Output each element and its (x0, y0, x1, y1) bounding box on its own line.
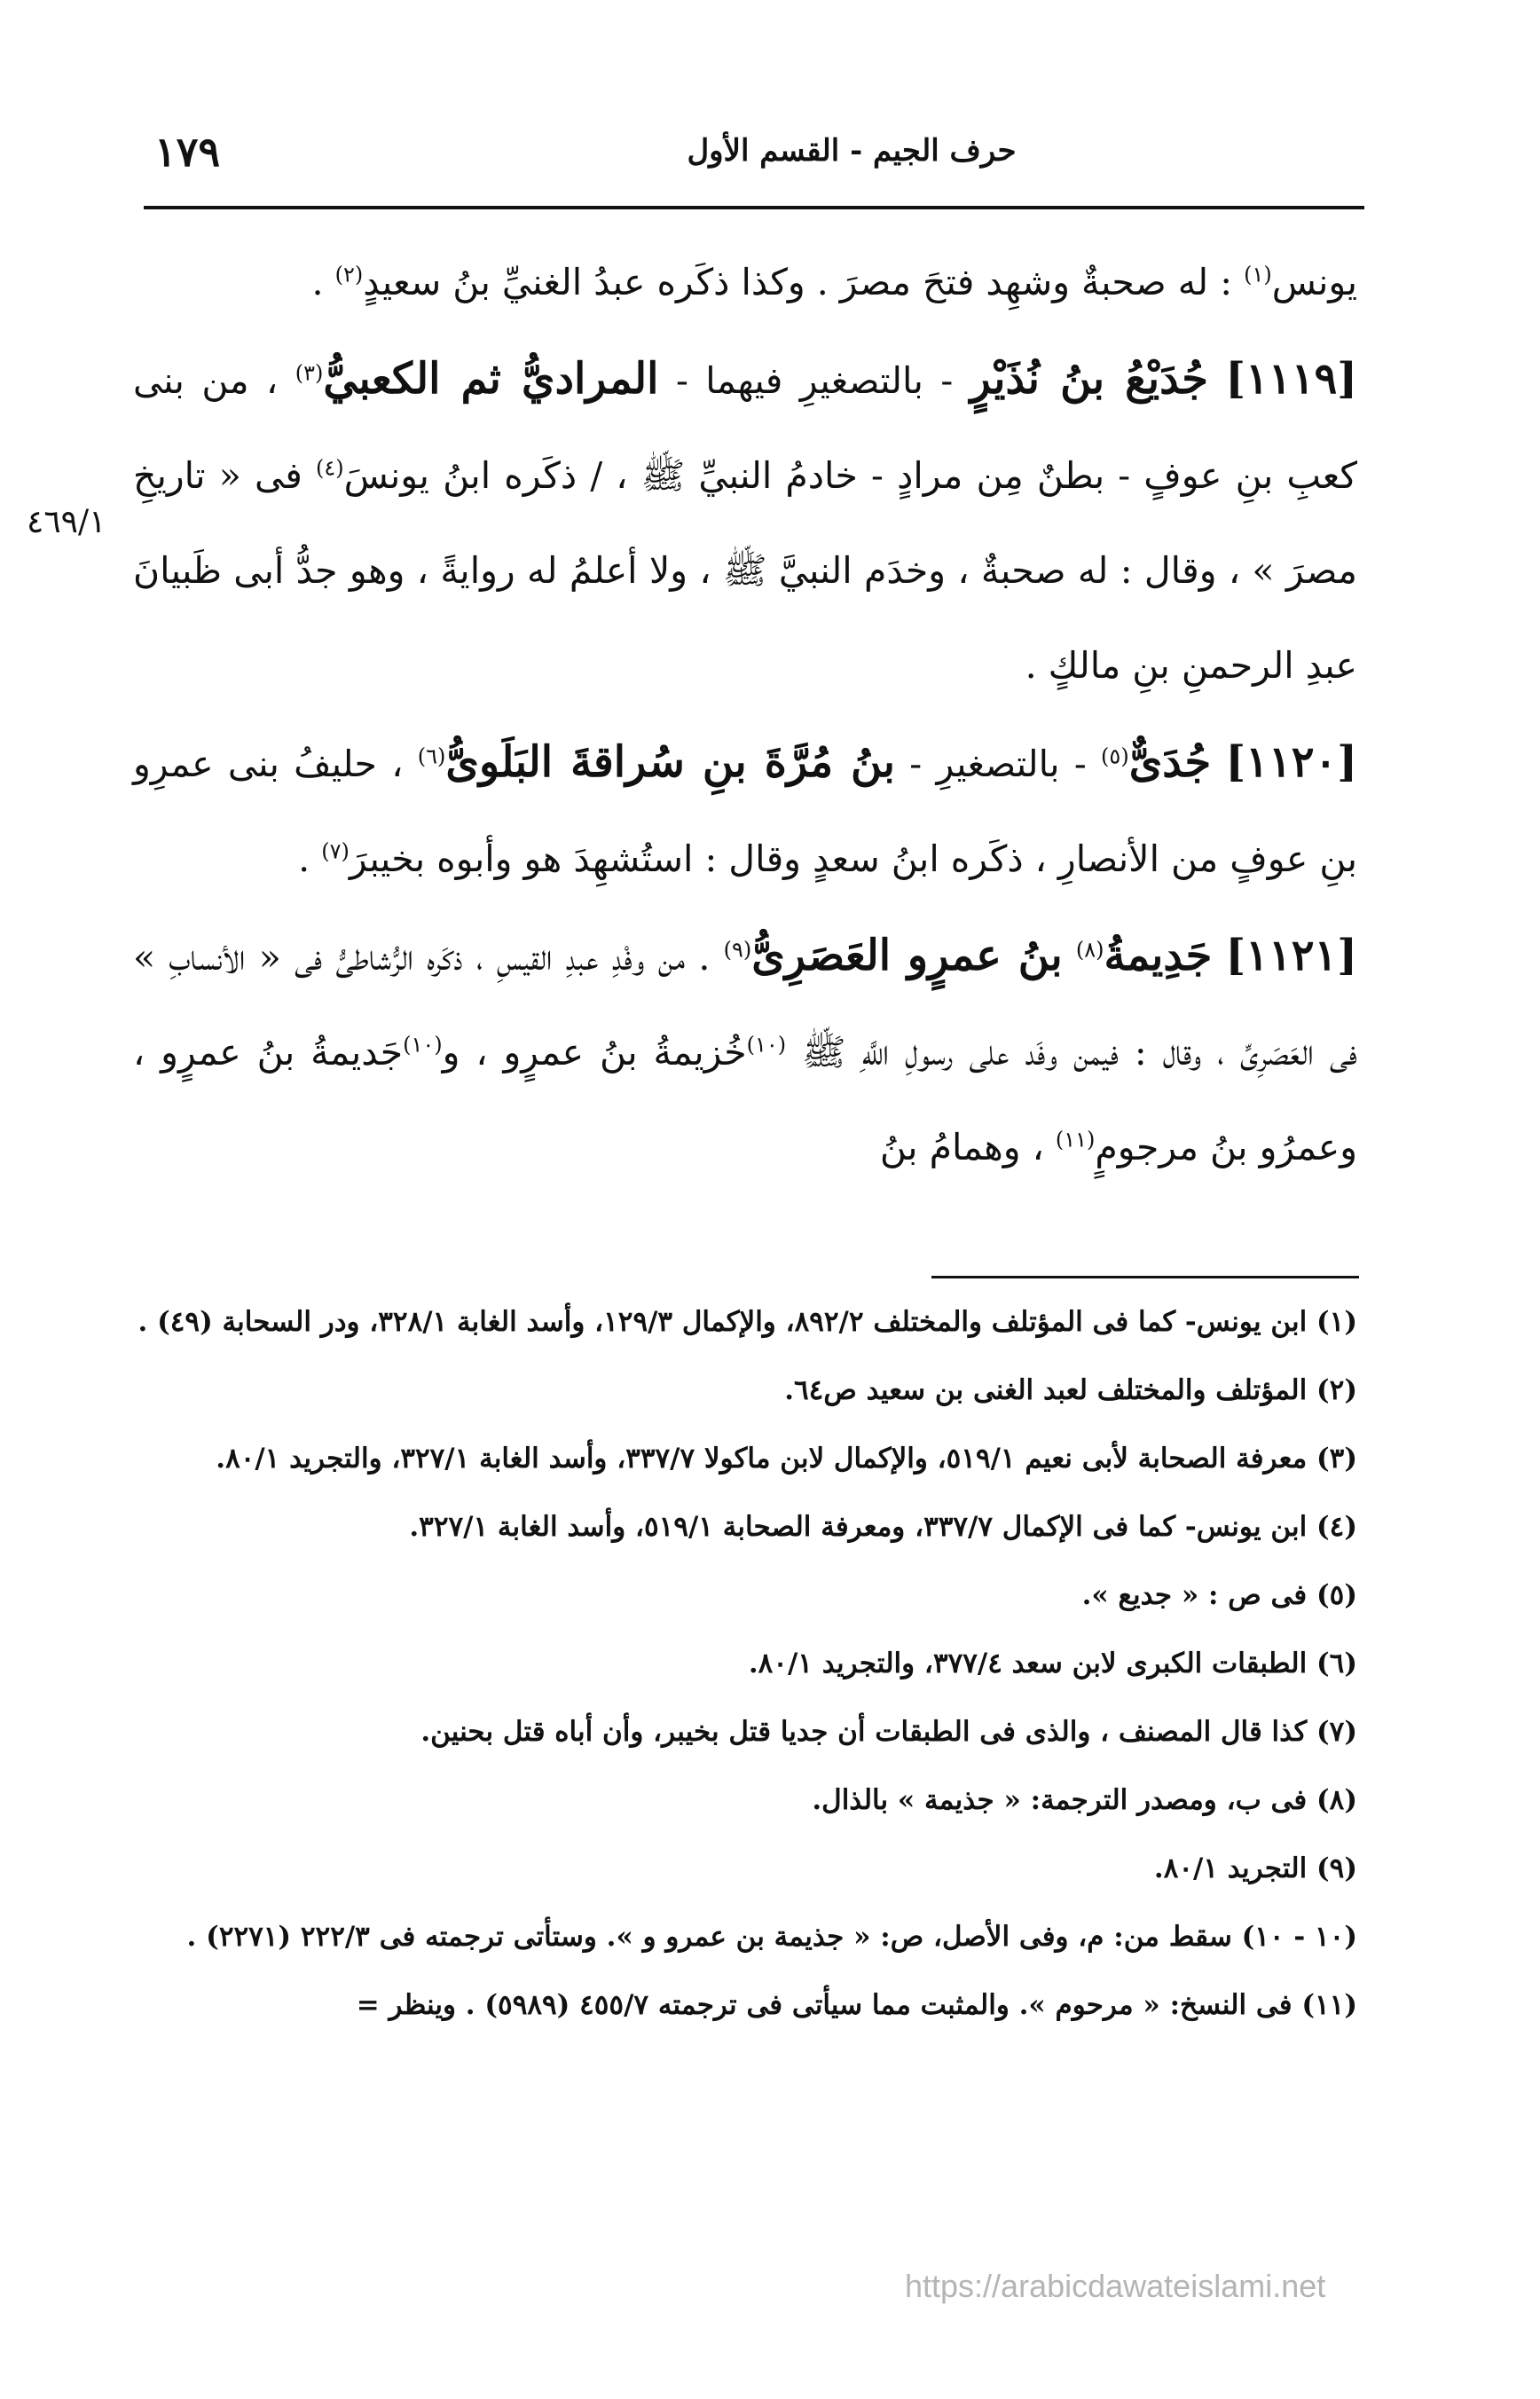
entry-nisba: بنُ مُرَّةَ بنِ سُراقةَ البَلَوىُّ (445, 737, 895, 787)
footnote-rule (931, 1276, 1359, 1278)
page-number: ١٧٩ (154, 128, 221, 176)
footnote-item: (٢) المؤتلف والمختلف لعبد الغنى بن سعيد ص٦٤. (784, 1374, 1357, 1406)
footnote-ref: (١١) (1055, 1127, 1096, 1152)
footnote-ref: (١٠) (746, 1032, 787, 1058)
footnote-item: (٩) التجريد ٨٠/١. (1153, 1852, 1357, 1884)
entry-nisba: بنُ عمرٍو العَصَرِىُّ (751, 931, 1063, 980)
footnote-ref: (١) (1244, 262, 1272, 287)
footnote-ref: (٣) (295, 360, 324, 386)
entry-name: جُدَىٌّ (1128, 737, 1212, 787)
footnote-item: (٦) الطبقات الكبرى لابن سعد ٣٧٧/٤، والتجريد ٨٠/١. (748, 1648, 1357, 1679)
entry-number: [١١٢١] (1225, 931, 1357, 980)
entry-name: جَدِيمةُ (1104, 931, 1213, 980)
footnote-item: (٥) فى ص : « جديع ». (1081, 1579, 1357, 1611)
entry-name: جُدَيْعُ بنُ نُذَيْرٍ (970, 354, 1208, 404)
footnote-item: (١) ابن يونس- كما فى المؤتلف والمختلف ٨٩٢/٢، والإكمال ١٢٩/٣، وأسد الغابة ٣٢٨/١، ودر السحابة (٤٩) . (138, 1306, 1357, 1338)
footnote-ref: (٤) (315, 455, 344, 481)
footnote-item: (٨) فى ب، ومصدر الترجمة: « جذيمة » بالذال. (812, 1784, 1357, 1816)
header-rule (144, 206, 1364, 209)
entry-nisba: المراديُّ ثم الكعبيُّ (323, 354, 659, 404)
footnote-ref: (١٠) (403, 1032, 443, 1058)
running-title: حرف الجيم - القسم الأول (687, 133, 1017, 169)
footnote-ref: (٢) (334, 262, 364, 287)
watermark-url: https://arabicdawateislami.net (905, 2268, 1326, 2304)
entry-number: [١١٢٠] (1225, 737, 1358, 787)
page-header (142, 124, 1366, 204)
footnote-item: (٤) ابن يونس- كما فى الإكمال ٣٣٧/٧، ومعرفة الصحابة ٥١٩/١، وأسد الغابة ٣٢٧/١. (409, 1511, 1357, 1543)
entry-1119: [١١١٩] جُدَيْعُ بنُ نُذَيْرٍ - بالتصغيرِ فيهما - المراديُّ ثم الكعبيُّ$^{(٣)}$ ، من بنى كعبِ بنِ عوفٍ - بطنٌ مِن مرادٍ - خادمُ النبيِّ ﷺ ، / ذكَره ابنُ يونسَ$^{(٤)}$ فى « تاريخِ مصرَ » ، وقال : له صحبةٌ ، وخدَم النبيَّ ﷺ ، ولا أعلمُ له روايةً ، وهو جدُّ أبى ظَبيانَ عبدِ الرحمنِ بنِ مالكٍ . (133, 354, 1357, 687)
footnote-ref: (٥) (1101, 743, 1129, 769)
entry-1121: [١١٢١] جَدِيمةُ$^{(٨)}$ بنُ عمرٍو العَصَرِىُّ$^{(٩)}$ . من وفْدِ عبدِ القيسِ ، ذكَره الرُّشاطىُّ فى « الأنسابِ » فى العَصَرِىِّ ، وقال : فيمن وفَد على رسولِ اللَّهِ ﷺ $^{(١٠)}$خُزيمةُ بنُ عمرٍو ، و$^{(١٠)}$جَديمةُ بنُ عمرٍو ، وعمرُو بنُ مرجومٍ$^{(١١)}$ ، وهمامُ بنُ (133, 931, 1357, 1168)
margin-volume-ref: ٤٦٩/١ (27, 504, 106, 540)
footnote-item: (١١) فى النسخ: « مرحوم ». والمثبت مما سيأتى فى ترجمته ٤٥٥/٧ (٥٩٨٩) . وينظر = (356, 1989, 1357, 2021)
intro-paragraph: يونس$^{(١)}$ : له صحبةٌ وشهِد فتحَ مصرَ . وكذا ذكَره عبدُ الغنيِّ بنُ سعيدٍ$^{(٢)}$ . (311, 261, 1357, 303)
footnote-ref: (٩) (723, 937, 752, 963)
entry-1120: [١١٢٠] جُدَىٌّ$^{(٥)}$ - بالتصغيرِ - بنُ مُرَّةَ بنِ سُراقةَ البَلَوىُّ$^{(٦)}$ ، حليفُ بنى عمرِو بنِ عوفٍ من الأنصارِ ، ذكَره ابنُ سعدٍ وقال : استُشهِدَ هو وأبوه بخيبرَ$^{(٧)}$ . (133, 737, 1358, 880)
footnote-item: (٧) كذا قال المصنف ، والذى فى الطبقات أن جديا قتل بخيبر، وأن أباه قتل بحنين. (420, 1716, 1357, 1748)
footnote-ref: (٨) (1075, 937, 1104, 963)
main-text (133, 235, 1357, 1195)
footnote-ref: (٦) (417, 743, 446, 769)
footnote-ref: (٧) (321, 838, 350, 864)
entry-number: [١١١٩] (1225, 354, 1357, 404)
footnote-item: (٣) معرفة الصحابة لأبى نعيم ٥١٩/١، والإكمال لابن ماكولا ٣٣٧/٧، وأسد الغابة ٣٢٧/١، والتجريد ٨٠/١. (216, 1443, 1357, 1475)
footnote-item: (١٠ - ١٠) سقط من: م، وفى الأصل، ص: « جذيمة بن عمرو و ». وستأتى ترجمته فى ٢٢٢/٣ (٢٢٧١) . (186, 1921, 1357, 1953)
footnotes (133, 1297, 1357, 2049)
